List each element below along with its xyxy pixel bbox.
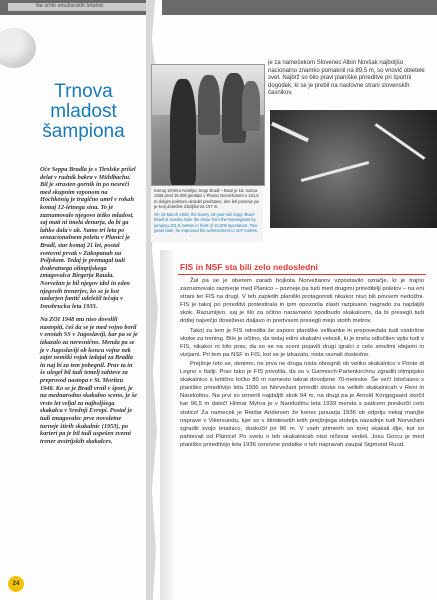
body-paragraph: Prejšnje leto se, denimo, ne prva ne druga nista obregnili ob veliko skakalnico v Ponte di Legno v Italiji. Prav tako je FIS privolila, da so v Garmisch-Partenkirchnu zgradili olimpijsko skakalnico s kritično točko 80 m namesto takrat dovoljene 70-metrske. Še več! Istočasno s planiško prireditvijo leta 1936 so Norvežani priredili skoke na velikih skakalnicah v Reni in Narekoltnu. Na prvi so izmerili najdaljši skok 94 m, na drugi pa je Arnold Kongsgaard skočil kar 96,5 m daleč! Hilmar Myhra je v Narekoltnu leta 1939 menda s padcem preskočil celo stotico! Za namecek je Reidar Andersen že konec januarja 1936 ob odprtju nekaj manjše naprave v Vikersundu, kjer so v štiridesetih letih prejšnjega stoletja nazadnje tudi Norvežani zgradili svojo letalnico, doskočil pri 86 m. V vseh primerih so torej skakali dlje, kot so pahtevali od Planice! Po svetu o teh skakalnicah niso ničesar vedeli. Josu Gorcu je med planiško prireditvijo leta 1936 osnovne podatke o teh napravah zaupal Sigmund Ruud. <box>180 360 424 448</box>
body-paragraph: Žal pa se je oberem zaradi bojkota Norvežanov vzpostavilo ozračje, ki je trajno zaznamovalo razmerje med Planico – pozneje pa tudi med drugimi prireditelji poletov – na eni strani ter FIS na drugi. V teh zapletih planiški protagonisti nikakor niso bili povsem nedolžni. FIS je takoj po prireditvi protestirala in ipm opozorila zlasti razpisano nagrado za najdaljši skok. Razumljivo, saj je šlo za očitno naravnano spodbudo skakalcem, da bi presegli tudi dotlej največjo dosežено daljavo in predvsem presegli mejo stotih metrov. <box>180 278 424 325</box>
page-number: 24 <box>8 576 24 592</box>
caption-english: On 15 March 1936, the barely 18-year-old Sepp 'Buwi' Bradl of Austria stole the show from the Norwegians by jumping 101.5 metres in front of 15,000 spectators. Two years later, he improved his achievement to 107 metres. <box>154 212 259 234</box>
section-rule <box>178 274 426 275</box>
header-text: Na vrhih smučarskih letalnic <box>36 3 104 9</box>
title-line: šampiona <box>42 121 125 142</box>
photo-caption <box>151 186 263 242</box>
sidebar-paragraph: Na ZOI 1948 mu niso dovolili nastopiti, češ da se je med vojno boril v enotah SS v Jugoslaviji, kar pa se je izkazalo za neresnično. Menda pa se je v Jugoslaviji ob koncu vojne nek zajet nemški vojak izdajal za Bradla in naj bi za tem pobegnil. Prav ta in še ulegel bil tudi temelj zahteve za preprovod nastopa v St. Moritzu 1948. Ko se je Bradl vrnil v šport, je na mednarodno skakalno sceno, je še vrsto let veljal za najboljšega skakalca v Srednji Evropi. Postal je tudi zmagovalec prve novoletne turneje štirih skakalnic (1953), po karieri pa je bil tudi uspešen zvezni trener avstrijskih skakalcev. <box>40 316 138 445</box>
sidebar-text <box>40 166 138 451</box>
intro-continuation: je za namečekom Slovenec Albin Novšak najboljšo nacionalno znamko pomaknil na 89,5 m, so vnovič obletele svet. Najbrž so bilo pravi planiške prireditve pri športni dogodek, ki se je prebil na naslovne strani slovenskih časnikov. <box>268 60 425 96</box>
title-line: mladost <box>50 101 117 122</box>
section-heading: FIS in NSF sta bili zelo nedosledni <box>180 262 318 272</box>
article-title <box>36 82 131 142</box>
decorative-ball <box>0 28 36 68</box>
photo-ski-jump <box>270 110 437 228</box>
photo-sepp-bradl <box>151 64 265 186</box>
caption-slovene: Komaj 18-letni Avstrijec Sepp Bradl – Buwi je 15. marca 1936 pred 15.000 gledalci v Planici Norvežanom s 101,5 m dolgim poletom ukradel predstavo, dve leti pozneje pa je svoj dosežek izboljšal na 107 m. <box>154 188 259 209</box>
header-bar <box>0 0 437 15</box>
page-shadow <box>160 250 174 600</box>
body-paragraph: Takoj za tem je FIS odredila še zaporo planiške velikanke in prepovedala tudi vsakršne skoke za trening. Bilo je očitno, da tedaj edini skakalni velesili, ki je imela odločilen vpliv tudi v FIS, nikakor ni bilo prav, da so se na sceni pojavili drugi igralci z celo smelimi idejami in vizijami. Pri tem pa NSF in FIS, kot se je izkazalo, nista ravnali dosledno. <box>180 327 424 358</box>
title-line: Trnova <box>54 81 113 102</box>
sidebar-paragraph: Oče Seppa Bradla je s Tirolske prišel delat v rudnik bakra v Mühlbachu. Bil je strasten gornik in po nesreči med skupnim vzponom na Hochkönig je tragično umrl v rokah komaj 12-letnega sina. To je zaznamovalo njegovo težko mladost, saj mati ni imela denarja, da bi ga lahko dala v uk. Samo tri leta po senzacionalnem poletu v Planici je Bradl, star komaj 21 let, postal svetovni prvak v Zakopanah na Poljskem. Tedaj je premagal tudi dvakratnega olimpijskega zmagovalca Birgerja Rauda. Norvežan je bil njegov idol in eden njegovih trenerjev, ko se je kot nadarjen fantič udeležil tečaja v Innsbrucku leta 1933. <box>40 166 136 310</box>
body-text <box>180 277 424 450</box>
